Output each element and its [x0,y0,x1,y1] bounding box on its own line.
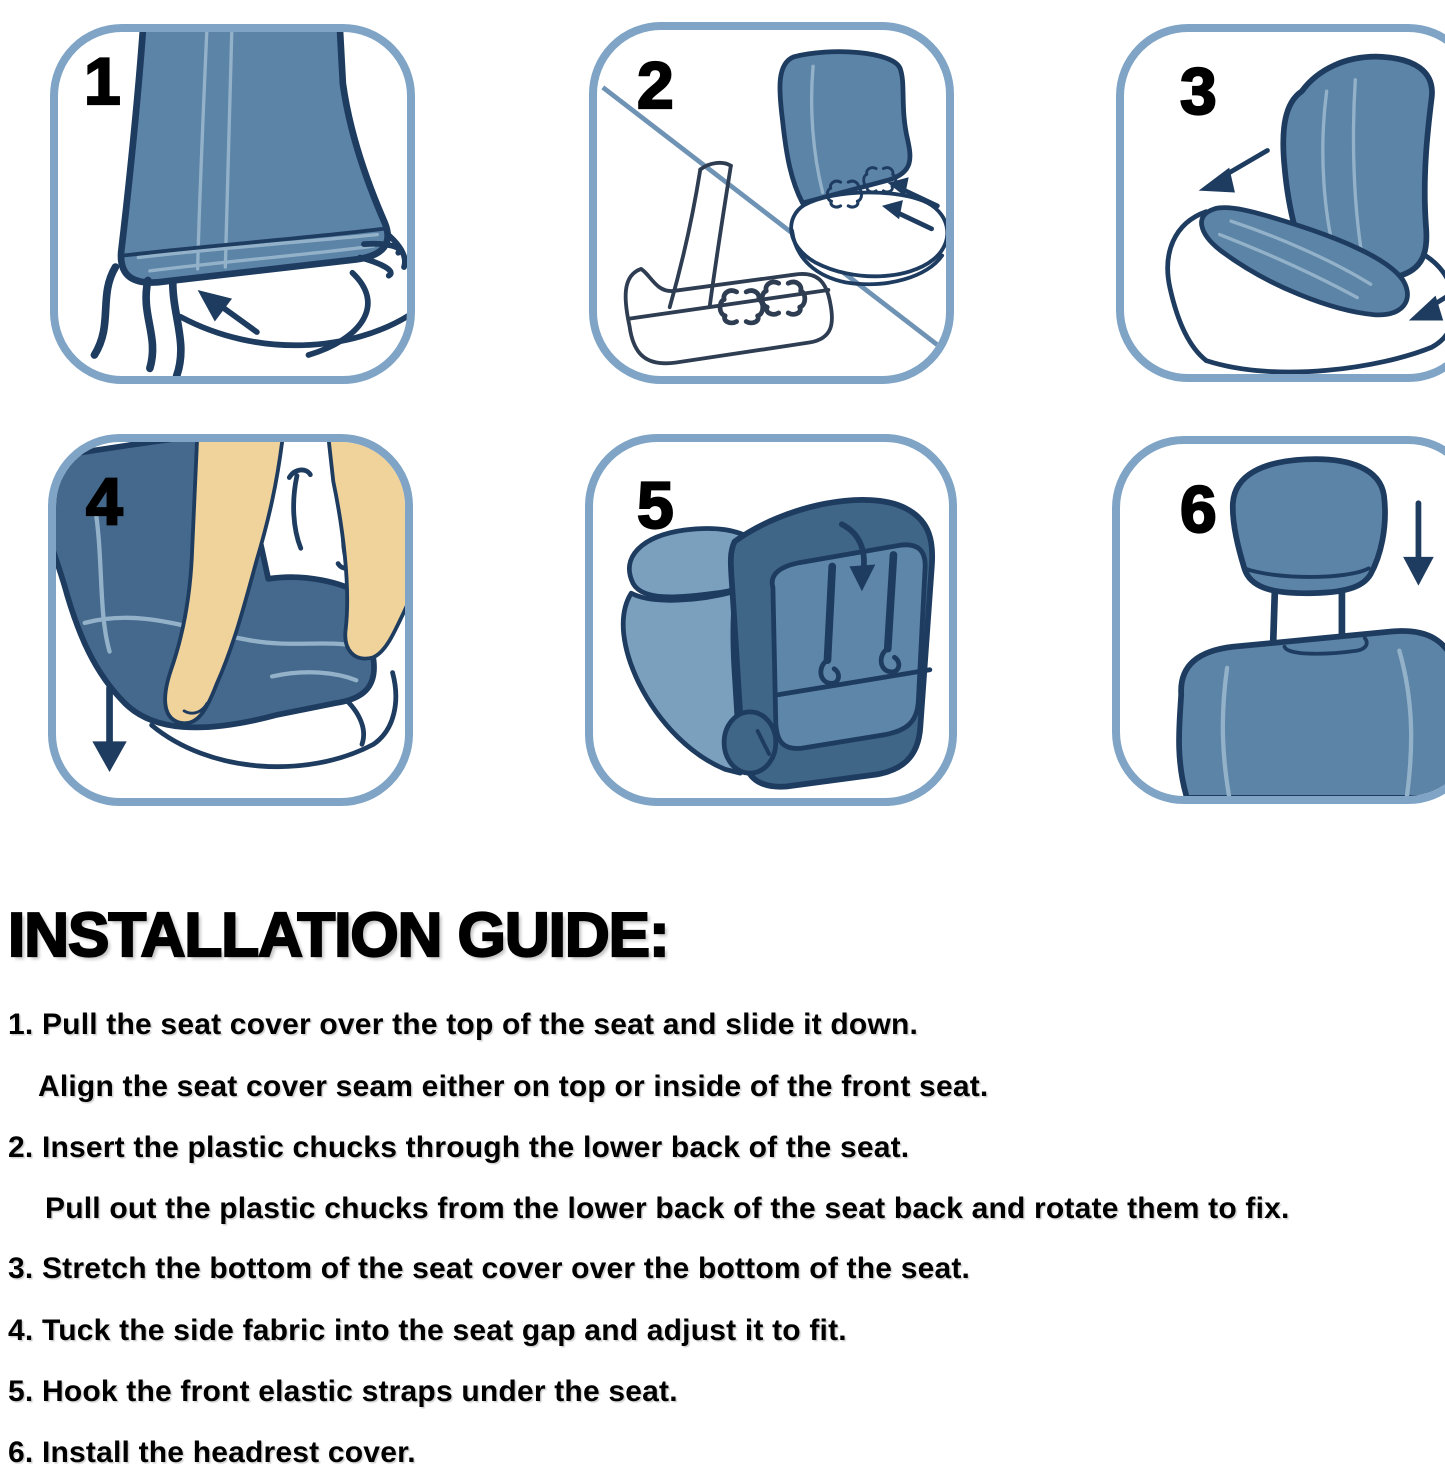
step-number-6: 6 [1180,472,1216,546]
step-panel-2 [589,22,954,384]
plastic-chuck-icon [720,291,763,323]
step-number-2: 2 [637,48,673,122]
step-number-5: 5 [637,468,673,542]
instruction-step-1: 1. Pull the seat cover over the top of the seat and slide it down. [8,1008,919,1041]
covered-seat-back-tilted [780,52,946,285]
step-panel-6 [1112,436,1445,804]
instruction-step-2: 2. Insert the plastic chucks through the lower back of the seat. [8,1131,910,1164]
instruction-step-1-continued: Align the seat cover seam either on top or inside of the front seat. [38,1070,989,1103]
headrest-cover-install-illustration [1120,444,1445,796]
step-panel-3 [1116,24,1445,382]
step-panel-5 [585,434,957,806]
arrow-down-icon [1403,503,1434,585]
headrest-cover [1233,459,1385,593]
arrow-up-left-icon [198,290,257,332]
instruction-step-6: 6. Install the headrest cover. [8,1436,416,1468]
step-number-3: 3 [1180,54,1216,128]
instruction-step-4: 4. Tuck the side fabric into the seat gap and adjust it to fit. [8,1314,847,1347]
step-panel-1 [50,24,415,384]
seat-cover-shape [121,32,388,283]
step-panel-4 [48,434,413,806]
cover-stretched-over-seat-illustration [1124,32,1445,374]
instruction-step-3: 3. Stretch the bottom of the seat cover over the bottom of the seat. [8,1252,971,1285]
guide-title: INSTALLATION GUIDE: [8,901,669,970]
instruction-step-5: 5. Hook the front elastic straps under the seat. [8,1375,678,1408]
step-number-4: 4 [86,464,122,538]
recliner-knob [724,712,776,773]
step-number-1: 1 [84,44,120,118]
instruction-step-2-continued: Pull out the plastic chucks from the lower back of the seat back and rotate them to fix. [45,1192,1290,1225]
seat-back-cover [1179,631,1445,796]
